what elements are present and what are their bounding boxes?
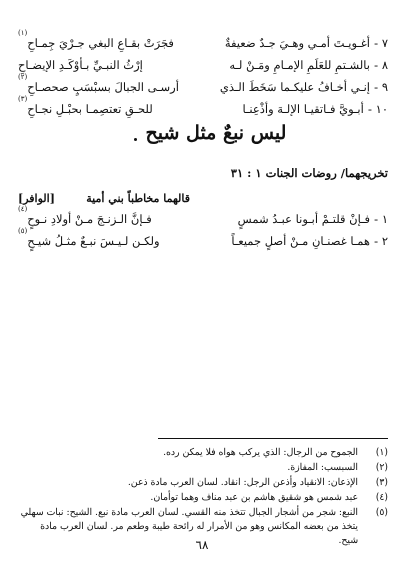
verse-number: ٨ - — [374, 58, 388, 72]
verse-line-10 — [18, 95, 388, 119]
poetic-meter: [الوافر] — [18, 192, 55, 205]
footnote-text: السبسب: المفازة. — [287, 462, 358, 473]
verse-line-8 — [18, 55, 388, 75]
verse-number: ١٠ - — [367, 102, 388, 116]
verse-number: ١ - — [374, 212, 388, 226]
verse-line-2 — [18, 227, 388, 251]
footnote-ref: (١) — [18, 29, 28, 37]
verse-first-hemistich — [225, 33, 388, 53]
verse-text: أبـويَّ فـاتقيـا الإلـهَ وأذْعِنـا — [242, 102, 364, 116]
footnote-text: الجموح من الرجال: الذي يركب هواه فلا يمكن رده. — [163, 447, 358, 458]
verse-line-9 — [18, 73, 388, 97]
footnote-ref: (٤) — [18, 205, 28, 213]
footnote-text: الإذعان: الانقياد وأذعن الرجل: انقاد. لسان العرب مادة ذعن. — [127, 477, 358, 488]
occasion-note: قالهما مخاطباً بني أمية — [86, 192, 190, 205]
footnote-3 — [20, 476, 388, 490]
verse-text: فجَرَتْ بقـاعِ البغي جـرْيَ جِمـاحِ — [27, 36, 174, 50]
verse-text: همـا غصنـانِ مـنْ أصلٍ جميعـاً — [231, 234, 370, 248]
footnote-2 — [20, 461, 388, 475]
footnote-number: (٣) — [375, 477, 388, 488]
verse-line-1 — [18, 205, 388, 229]
verse-first-hemistich — [243, 99, 388, 119]
section-title: ليس نبعٌ مثل شيح — [145, 122, 287, 144]
footnote-number: (٥) — [375, 507, 388, 518]
verse-text: أغـويـتَ أمـي وهـيَ جـدٌ ضعيفةٌ — [224, 36, 370, 50]
verse-first-hemistich — [238, 209, 388, 229]
footnote-1 — [20, 446, 388, 460]
footnote-text: النبع: شجر من أشجار الجبال تتخذ منه القسي. لسان العرب مادة نبع. الشيح: نبات سهلي يتخذ من بعضه المكانس وهو من الأمرار له رائحة طيبة وطعم مر. لسان العرب مادة شيح. — [20, 507, 358, 546]
footnote-ref: (٥) — [18, 227, 28, 235]
footnote-separator — [158, 438, 388, 439]
verse-number: ٩ - — [374, 80, 388, 94]
verse-first-hemistich — [220, 77, 388, 97]
verse-text: للحـقِ تعتصِمـا بحبْـلِ نجـاحِ — [27, 102, 153, 116]
verse-text: إرْثُ النبـيِّ بـأوْكَـدِ الإيضـاحِ — [18, 58, 143, 72]
footnote-number: (٢) — [375, 462, 388, 473]
verse-text: فـإنْ قلتـمْ أبـونا عبـدُ شمسٍ — [237, 212, 370, 226]
verse-line-7 — [18, 29, 388, 53]
page-number: ٦٨ — [195, 538, 209, 552]
verse-text: بالشـتمِ للعَلَمِ الإمـامِ ومَـنْ لـه — [229, 58, 370, 72]
footnote-ref: (٢) — [18, 73, 28, 81]
verse-first-hemistich — [231, 231, 388, 251]
verse-number: ٧ - — [374, 36, 388, 50]
verse-number: ٢ - — [374, 234, 388, 248]
source-reference: تخريجهما/ روضات الجنات ١ : ٣١ — [230, 166, 388, 180]
footnote-4 — [20, 491, 388, 505]
verse-text: إنـي أخـافُ عليكـما سَخَطَ الـذي — [219, 80, 370, 94]
footnote-number: (٤) — [375, 492, 388, 503]
verse-second-hemistich — [18, 95, 153, 119]
footnote-number: (١) — [375, 447, 388, 458]
verse-first-hemistich — [229, 55, 388, 75]
verse-second-hemistich — [18, 73, 179, 97]
verse-text: فـإنَّ الـزنـجَ مـنْ أولادِ نـوحٍ — [27, 212, 152, 226]
verse-second-hemistich — [18, 227, 160, 251]
footnote-ref: (٣) — [18, 95, 28, 103]
verse-text: ولكـن لـيـسَ نبـعٌ مثـلُ شيـحٍ — [27, 234, 160, 248]
verse-second-hemistich — [18, 29, 174, 53]
title-ornament-dot — [134, 138, 137, 141]
footnote-text: عبد شمس هو شقيق هاشم بن عبد مناف وهما توأمان. — [150, 492, 358, 503]
verse-second-hemistich — [18, 55, 143, 75]
verse-second-hemistich — [18, 205, 152, 229]
verse-text: أرسـى الجبالَ بسبْسَبٍ صحصـاحِ — [27, 80, 179, 94]
